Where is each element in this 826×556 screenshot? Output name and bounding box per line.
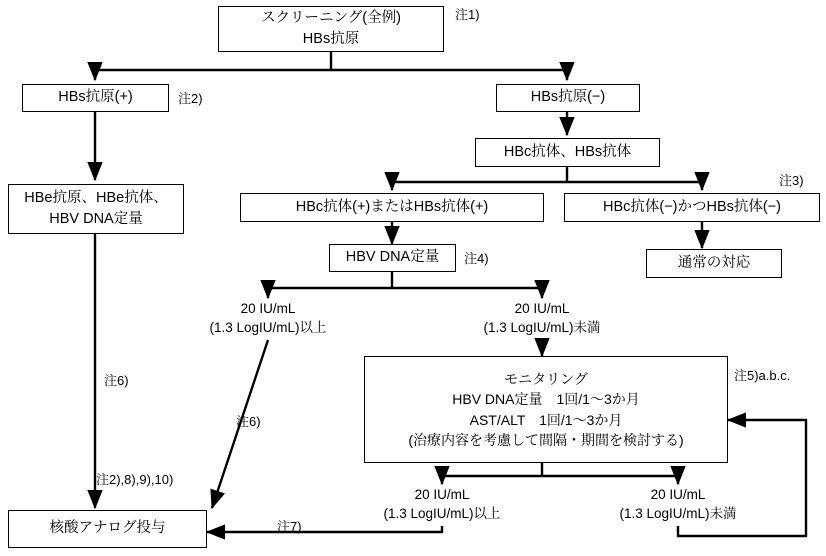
box-hbcab-hbsab-line-1: HBc抗体、HBs抗体 [503, 143, 632, 160]
label-branch-left-lower-line-2: (1.3 LogIU/mL)以上 [383, 505, 501, 521]
box-hbsag-negative-line-1: HBs抗原(−) [530, 89, 606, 106]
label-note6-left: 注6) [104, 373, 129, 388]
label-branch-right-lower-line-2: (1.3 LogIU/mL)未満 [619, 505, 737, 521]
box-monitoring-line-1: モニタリング [504, 370, 588, 387]
box-usual-care [646, 249, 782, 278]
label-branch-right-lower-line-1: 20 IU/mL [650, 487, 706, 502]
label-note2-top: 注2) [178, 91, 203, 106]
label-branch-right-upper-line-2: (1.3 LogIU/mL)未満 [483, 319, 601, 335]
box-monitoring-line-2: HBV DNA定量 1回/1〜3か月 [452, 391, 640, 408]
label-branch-right-upper-line-1: 20 IU/mL [514, 301, 570, 316]
box-hbsag-positive-line-1: HBs抗原(+) [58, 89, 133, 106]
box-monitoring-line-3: AST/ALT 1回/1〜3か月 [469, 411, 623, 428]
label-branch-left-lower-line-1: 20 IU/mL [414, 487, 470, 502]
box-hbvdna-quant [329, 244, 456, 272]
box-hbsag-negative [496, 84, 640, 112]
label-note7: 注7) [277, 519, 302, 534]
box-monitoring [364, 356, 728, 463]
label-branch-left-upper-line-2: (1.3 LogIU/mL)以上 [209, 319, 327, 335]
box-hbcab-hbsab [475, 138, 660, 167]
label-note6-mid: 注6) [236, 414, 261, 429]
box-hbcab-and-hbsab-negative-line-1: HBc抗体(−)かつHBs抗体(−) [602, 198, 782, 215]
label-branch-left-upper-line-1: 20 IU/mL [240, 301, 296, 316]
box-monitoring-line-4: (治療内容を考慮して間隔・期間を検討する) [408, 431, 684, 448]
box-hbcab-or-hbsab-positive-line-1: HBc抗体(+)またはHBs抗体(+) [295, 198, 489, 215]
box-nucleoside-analog-line-1: 核酸アナログ投与 [49, 520, 166, 537]
label-branch-left-upper [160, 300, 376, 338]
label-note4: 注4) [464, 251, 489, 266]
box-hbcab-and-hbsab-negative [564, 193, 820, 222]
box-hbe-panel-line-2: HBV DNA定量 [49, 211, 143, 227]
box-hbvdna-quant-line-1: HBV DNA定量 [345, 249, 440, 266]
box-nucleoside-analog [8, 510, 207, 548]
box-screening-line-1: スクリーニング(全例) [261, 9, 401, 26]
box-screening [218, 6, 444, 52]
box-hbe-panel [8, 184, 184, 234]
label-branch-left-lower [334, 486, 550, 524]
label-note1: 注1) [455, 7, 480, 22]
box-usual-care-line-1: 通常の対応 [677, 254, 751, 271]
label-note3: 注3) [779, 173, 804, 188]
box-hbsag-positive [22, 84, 169, 112]
label-note-multi: 注2),8),9),10) [96, 472, 174, 487]
box-hbe-panel-line-1: HBe抗原、HBe抗体、 [24, 189, 168, 206]
label-branch-right-upper [434, 300, 650, 338]
label-branch-right-lower [570, 486, 786, 524]
label-note5: 注5)a.b.c. [734, 368, 791, 383]
box-hbcab-or-hbsab-positive [240, 193, 544, 222]
box-screening-line-2: HBs抗原 [302, 31, 360, 47]
